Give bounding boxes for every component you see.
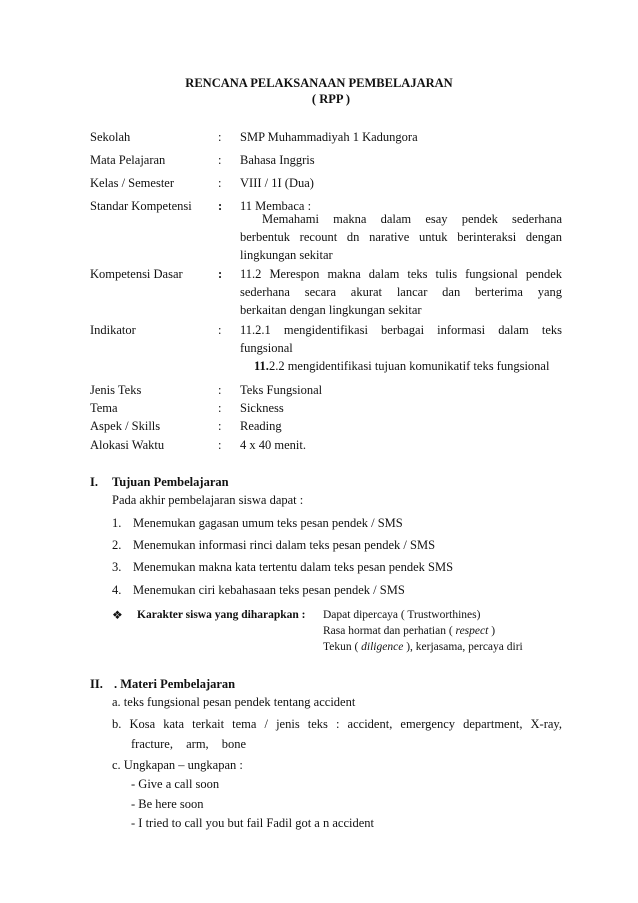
materi-item-a: a. teks fungsional pesan pendek tentang accident — [112, 695, 356, 709]
row-jenis-teks — [90, 381, 562, 399]
value-tema: Sickness — [240, 401, 284, 415]
value-standar-kompetensi: 11 Membaca : — [240, 199, 312, 213]
list-item-number: 1. — [112, 516, 122, 530]
section-2-heading — [90, 677, 236, 692]
colon: : — [218, 176, 222, 190]
document-subtitle: ( RPP ) — [311, 92, 351, 106]
row-tema — [90, 399, 562, 417]
value-kelas: VIII / 1I (Dua) — [240, 176, 314, 190]
row-alokasi-waktu — [90, 436, 562, 454]
value-mapel: Bahasa Inggris — [240, 153, 315, 167]
karakter-value-2-text: Rasa hormat dan perhatian ( — [323, 625, 456, 637]
list-item-text: Menemukan makna kata tertentu dalam teks pesan pendek SMS — [133, 560, 454, 574]
karakter-value-2-end: ) — [488, 625, 496, 637]
row-kompetensi-dasar — [90, 265, 562, 283]
label-kompetensi-dasar: Kompetensi Dasar — [90, 267, 183, 281]
document-title: RENCANA PELAKSANAAN PEMBELAJARAN — [185, 76, 453, 90]
row-sekolah — [90, 128, 562, 146]
materi-item-c: c. Ungkapan – ungkapan : — [112, 758, 243, 772]
materi-item-b: b. Kosa kata terkait tema / jenis teks : accident, emergency department, X-ray, — [112, 717, 562, 731]
karakter-value-3-italic: diligence — [361, 641, 404, 653]
colon: : — [218, 419, 222, 433]
indikator-line-3-text: 2.2 mengidentifikasi tujuan komunikatif teks fungsional — [268, 359, 550, 373]
row-mapel — [90, 151, 562, 169]
list-item-number: 4. — [112, 583, 122, 597]
ungkapan-item: - I tried to call you but fail Fadil got a n accident — [131, 816, 374, 830]
karakter-value-2-italic: respect — [455, 625, 489, 637]
colon: : — [218, 153, 222, 167]
row-aspek — [90, 417, 562, 435]
label-sekolah: Sekolah — [90, 130, 131, 144]
list-item-text: Menemukan gagasan umum teks pesan pendek / SMS — [133, 516, 403, 530]
ungkapan-item: - Be here soon — [131, 797, 204, 811]
label-mapel: Mata Pelajaran — [90, 153, 166, 167]
colon: : — [218, 267, 223, 281]
section-1-intro: Pada akhir pembelajaran siswa dapat : — [112, 493, 304, 507]
kd-line-2: sederhana secara akurat lancar dan berterima yang — [240, 285, 562, 299]
diamond-bullet-icon: ❖ — [112, 608, 123, 622]
colon: : — [218, 199, 223, 213]
colon: : — [218, 438, 222, 452]
colon: : — [218, 383, 222, 397]
label-tema: Tema — [90, 401, 118, 415]
row-indikator — [90, 321, 562, 339]
value-aspek: Reading — [240, 419, 282, 433]
indikator-line-3 — [254, 357, 549, 375]
karakter-value-3-text: Tekun ( — [323, 641, 362, 653]
list-item-number: 2. — [112, 538, 122, 552]
value-kompetensi-dasar: 11.2 Merespon makna dalam teks tulis fungsional pendek — [240, 267, 562, 281]
label-jenis-teks: Jenis Teks — [90, 383, 142, 397]
label-alokasi-waktu: Alokasi Waktu — [90, 438, 165, 452]
label-indikator: Indikator — [90, 323, 136, 337]
sk-line-4: lingkungan sekitar — [240, 248, 333, 262]
value-alokasi-waktu: 4 x 40 menit. — [240, 438, 306, 452]
karakter-label: Karakter siswa yang diharapkan : — [137, 609, 306, 621]
list-item-text: Menemukan ciri kebahasaan teks pesan pendek / SMS — [133, 583, 405, 597]
value-indikator: 11.2.1 mengidentifikasi berbagai informasi dalam teks — [240, 323, 562, 337]
list-item-number: 3. — [112, 560, 122, 574]
section-2-roman: II. — [90, 677, 103, 691]
section-2-title: . Materi Pembelajaran — [114, 677, 236, 691]
sk-line-3: berbentuk recount dn narative untuk berinteraksi dengan — [240, 230, 562, 244]
karakter-value-3 — [323, 638, 523, 656]
colon: : — [218, 130, 222, 144]
label-aspek: Aspek / Skills — [90, 419, 161, 433]
karakter-value-1: Dapat dipercaya ( Trustworthines) — [323, 609, 481, 621]
indikator-line-2: fungsional — [240, 341, 293, 355]
ungkapan-item: - Give a call soon — [131, 777, 220, 791]
row-kelas — [90, 174, 562, 192]
value-jenis-teks: Teks Fungsional — [240, 383, 323, 397]
list-item-text: Menemukan informasi rinci dalam teks pesan pendek / SMS — [133, 538, 436, 552]
label-kelas: Kelas / Semester — [90, 176, 175, 190]
section-1-roman: I. — [90, 475, 98, 489]
materi-item-b-line-2: fracture, arm, bone — [131, 737, 247, 751]
indikator-number-bold: 11. — [254, 359, 269, 373]
section-1-title: Tujuan Pembelajaran — [112, 475, 229, 489]
section-1-heading — [90, 475, 229, 490]
colon: : — [218, 323, 222, 337]
kd-line-3: berkaitan dengan lingkungan sekitar — [240, 303, 422, 317]
karakter-value-3-end: ), kerjasama, percaya diri — [403, 641, 523, 653]
sk-line-2: Memahami makna dalam esay pendek sederhana — [262, 212, 562, 226]
label-standar-kompetensi: Standar Kompetensi — [90, 199, 192, 213]
value-sekolah: SMP Muhammadiyah 1 Kadungora — [240, 130, 418, 144]
colon: : — [218, 401, 222, 415]
